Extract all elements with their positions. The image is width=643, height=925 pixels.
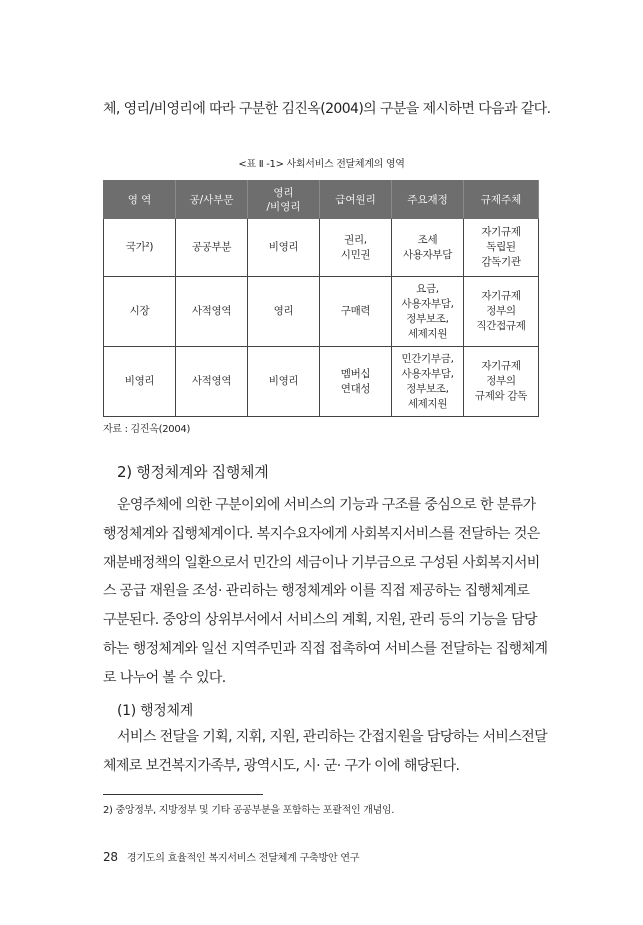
paragraph-line: 체제로 보건복지가족부, 광역시도, 시· 군· 구가 이에 해당된다. (103, 757, 460, 774)
paragraph-line: 운영주체에 의한 구분이외에 서비스의 기능과 구조를 중심으로 한 분류가 (117, 497, 536, 513)
paragraph-line: 재분배정책의 일환으로서 민간의 세금이나 기부금으로 구성된 사회복지서비 (103, 554, 540, 571)
table-cell: 구매력 (320, 277, 392, 347)
intro-sentence: 체, 영리/비영리에 따라 구분한 김진옥(2004)의 구분을 제시하면 다음과 같다. (103, 101, 551, 117)
page-number: 28 (103, 850, 118, 864)
table-cell: 요금, 사용자부담, 정부보조, 세제지원 (392, 277, 464, 347)
footnote-divider (103, 794, 263, 795)
table-cell: 국가²) (104, 219, 176, 277)
table-cell: 조세 사용자부담 (392, 219, 464, 277)
table-cell: 자기규제 정부의 직간접규제 (464, 277, 539, 347)
body-paragraph-2 (103, 723, 548, 781)
col-header-profit: 영리 /비영리 (248, 181, 320, 219)
table-row (104, 347, 539, 417)
table-cell: 권리, 시민권 (320, 219, 392, 277)
body-paragraph-1 (103, 491, 548, 693)
col-header-regulator: 규제주체 (464, 181, 539, 219)
table-row (104, 277, 539, 347)
table-source-note: 자료 : 김진옥(2004) (103, 424, 191, 435)
table-cell: 사적영역 (176, 347, 248, 417)
table-cell: 멤버십 연대성 (320, 347, 392, 417)
table-cell: 비영리 (248, 219, 320, 277)
col-header-domain: 영 역 (104, 181, 176, 219)
col-header-benefit-principle: 급여원리 (320, 181, 392, 219)
subsection-heading: (1) 행정체계 (117, 703, 193, 719)
table-header-row (104, 181, 539, 219)
table-cell: 시장 (104, 277, 176, 347)
paragraph-line: 로 나누어 볼 수 있다. (103, 669, 226, 686)
paragraph-line: 서비스 전달을 기획, 지휘, 지원, 관리하는 간접지원을 담당하는 서비스전달 (117, 729, 548, 745)
col-header-finance: 주요재정 (392, 181, 464, 219)
table-cell: 영리 (248, 277, 320, 347)
page-footer (103, 849, 359, 864)
table-cell: 사적영역 (176, 277, 248, 347)
paragraph-line: 구분된다. 중앙의 상위부서에서 서비스의 계획, 지원, 관리 등의 기능을 담당 (103, 612, 537, 629)
running-title: 경기도의 효율적인 복지서비스 전달체계 구축방안 연구 (126, 853, 360, 864)
table-cell: 민간기부금, 사용자부담, 정부보조, 세제지원 (392, 347, 464, 417)
table-row (104, 219, 539, 277)
service-domain-table (103, 180, 539, 417)
footnote: 2) 중앙정부, 지방정부 및 기타 공공부분을 포함하는 포괄적인 개념임. (103, 805, 395, 816)
table-cell: 비영리 (104, 347, 176, 417)
table-cell: 자기규제 독립된 감독기관 (464, 219, 539, 277)
col-header-sector: 공/사부문 (176, 181, 248, 219)
table-cell: 자기규제 정부의 규제와 감독 (464, 347, 539, 417)
paragraph-line: 하는 행정체계와 일선 지역주민과 직접 접촉하여 서비스를 전달하는 집행체계 (103, 640, 548, 657)
table-caption: <표 Ⅱ -1> 사회서비스 전달체계의 영역 (238, 159, 405, 170)
section-heading: 2) 행정체계와 집행체계 (117, 463, 269, 481)
paragraph-line: 스 공급 재원을 조성· 관리하는 행정체계와 이를 직접 제공하는 집행체계로 (103, 583, 530, 600)
table-cell: 비영리 (248, 347, 320, 417)
table-cell: 공공부분 (176, 219, 248, 277)
paragraph-line: 행정체계와 집행체계이다. 복지수요자에게 사회복지서비스를 전달하는 것은 (103, 525, 540, 542)
